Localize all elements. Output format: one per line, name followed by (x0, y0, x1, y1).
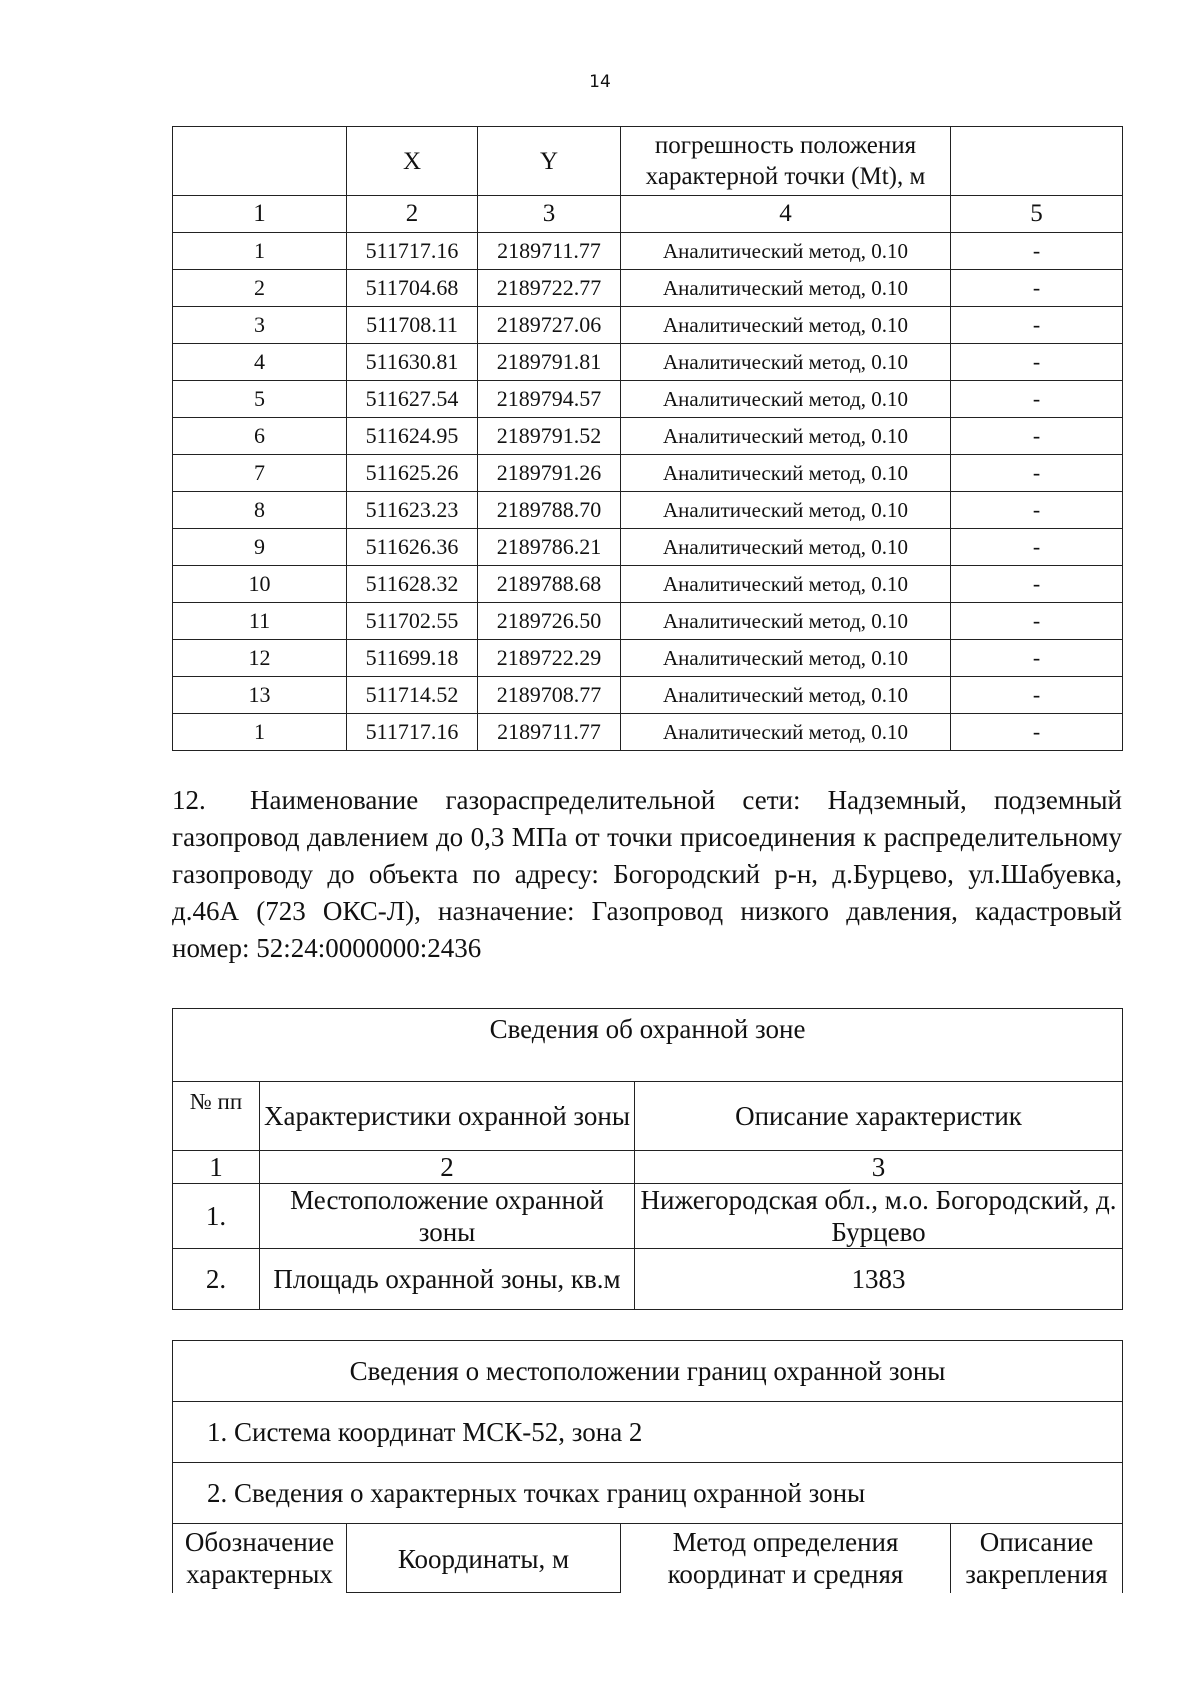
y-coordinate-cell: 2189708.77 (478, 677, 621, 714)
table-title-row (173, 1341, 1123, 1402)
x-coordinate-cell: 511714.52 (347, 677, 478, 714)
fixing-cell: - (951, 344, 1123, 381)
x-coordinate-cell: 511702.55 (347, 603, 478, 640)
y-coordinate-cell: 2189722.29 (478, 640, 621, 677)
header-cell-coordinates: Координаты, м (347, 1524, 621, 1593)
column-number: 4 (621, 196, 951, 233)
table-row (173, 381, 1123, 418)
header-cell-characteristics: Характеристики охранной зоны (260, 1082, 635, 1151)
point-number-cell: 1 (173, 233, 347, 270)
table-row (173, 1249, 1123, 1310)
fixing-cell: - (951, 307, 1123, 344)
table-row (173, 307, 1123, 344)
y-coordinate-cell: 2189786.21 (478, 529, 621, 566)
point-number-cell: 11 (173, 603, 347, 640)
coordinates-table (172, 126, 1123, 751)
header-cell (173, 127, 347, 196)
header-cell-description: Описание характеристик (635, 1082, 1123, 1151)
x-coordinate-cell: 511704.68 (347, 270, 478, 307)
point-number-cell: 5 (173, 381, 347, 418)
table-row (173, 418, 1123, 455)
header-cell-number: № пп (173, 1082, 260, 1151)
method-cell: Аналитический метод, 0.10 (621, 455, 951, 492)
y-coordinate-cell: 2189791.26 (478, 455, 621, 492)
point-number-cell: 8 (173, 492, 347, 529)
header-cell-designation: Обозначение характерных (173, 1524, 347, 1593)
y-coordinate-cell: 2189722.77 (478, 270, 621, 307)
point-number-cell: 4 (173, 344, 347, 381)
section-paragraph (172, 782, 1122, 967)
table-row (173, 270, 1123, 307)
method-cell: Аналитический метод, 0.10 (621, 492, 951, 529)
table-row (173, 640, 1123, 677)
page-number: 14 (589, 72, 611, 92)
column-number: 1 (173, 1151, 260, 1184)
method-cell: Аналитический метод, 0.10 (621, 418, 951, 455)
column-number: 3 (635, 1151, 1123, 1184)
x-coordinate-cell: 511623.23 (347, 492, 478, 529)
y-coordinate-cell: 2189711.77 (478, 714, 621, 751)
header-cell-x: X (347, 127, 478, 196)
coordinate-system: 1. Система координат МСК-52, зона 2 (173, 1402, 1123, 1463)
point-number-cell: 3 (173, 307, 347, 344)
table-cell: 1383 (635, 1249, 1123, 1310)
fixing-cell: - (951, 455, 1123, 492)
x-coordinate-cell: 511717.16 (347, 233, 478, 270)
fixing-cell: - (951, 492, 1123, 529)
fixing-cell: - (951, 529, 1123, 566)
method-cell: Аналитический метод, 0.10 (621, 603, 951, 640)
x-coordinate-cell: 511717.16 (347, 714, 478, 751)
column-number: 1 (173, 196, 347, 233)
point-number-cell: 9 (173, 529, 347, 566)
table-cell: 1. (173, 1184, 260, 1249)
method-cell: Аналитический метод, 0.10 (621, 381, 951, 418)
table-cell: 2. (173, 1249, 260, 1310)
fixing-cell: - (951, 233, 1123, 270)
method-cell: Аналитический метод, 0.10 (621, 270, 951, 307)
points-info-row (173, 1463, 1123, 1524)
point-number-cell: 1 (173, 714, 347, 751)
fixing-cell: - (951, 714, 1123, 751)
x-coordinate-cell: 511626.36 (347, 529, 478, 566)
method-cell: Аналитический метод, 0.10 (621, 344, 951, 381)
table-header-row (173, 127, 1123, 196)
column-number-row (173, 196, 1123, 233)
zone-boundaries-table (172, 1340, 1123, 1593)
y-coordinate-cell: 2189788.70 (478, 492, 621, 529)
method-cell: Аналитический метод, 0.10 (621, 529, 951, 566)
table-row (173, 1184, 1123, 1249)
coordinate-system-row (173, 1402, 1123, 1463)
point-number-cell: 10 (173, 566, 347, 603)
table-cell: Нижегородская обл., м.о. Богородский, д. Бурцево (635, 1184, 1123, 1249)
table-row (173, 566, 1123, 603)
x-coordinate-cell: 511624.95 (347, 418, 478, 455)
table-row (173, 529, 1123, 566)
x-coordinate-cell: 511699.18 (347, 640, 478, 677)
zone-table-title: Сведения об охранной зоне (173, 1009, 1123, 1082)
section-text: Наименование газораспределительной сети: Надземный, подземный газопровод давлением до 0,3 МПа от точки присоединения к распределительному газопроводу до объекта по адресу: Богородский р-н, д.Бурцево, ул.Шабуевка, д.46А (723 ОКС-Л), назначение: Газопровод низкого давления, кадастровый номер: 52:24:0000000:2436 (172, 785, 1122, 963)
fixing-cell: - (951, 640, 1123, 677)
x-coordinate-cell: 511630.81 (347, 344, 478, 381)
table-cell: Местоположение охранной зоны (260, 1184, 635, 1249)
point-number-cell: 12 (173, 640, 347, 677)
table-header-row (173, 1524, 1123, 1593)
column-number: 5 (951, 196, 1123, 233)
method-cell: Аналитический метод, 0.10 (621, 714, 951, 751)
method-cell: Аналитический метод, 0.10 (621, 640, 951, 677)
section-number: 12. (172, 785, 206, 815)
table-row (173, 455, 1123, 492)
fixing-cell: - (951, 677, 1123, 714)
column-number: 2 (260, 1151, 635, 1184)
point-number-cell: 6 (173, 418, 347, 455)
fixing-cell: - (951, 270, 1123, 307)
fixing-cell: - (951, 603, 1123, 640)
method-cell: Аналитический метод, 0.10 (621, 307, 951, 344)
x-coordinate-cell: 511627.54 (347, 381, 478, 418)
fixing-cell: - (951, 566, 1123, 603)
y-coordinate-cell: 2189711.77 (478, 233, 621, 270)
method-cell: Аналитический метод, 0.10 (621, 566, 951, 603)
y-coordinate-cell: 2189794.57 (478, 381, 621, 418)
x-coordinate-cell: 511628.32 (347, 566, 478, 603)
table-row (173, 492, 1123, 529)
header-cell-y: Y (478, 127, 621, 196)
table-row (173, 233, 1123, 270)
x-coordinate-cell: 511708.11 (347, 307, 478, 344)
header-cell-fixing: Описание закрепления (951, 1524, 1123, 1593)
y-coordinate-cell: 2189727.06 (478, 307, 621, 344)
table-header-row (173, 1082, 1123, 1151)
header-cell (951, 127, 1123, 196)
table-row (173, 714, 1123, 751)
bounds-table-title: Сведения о местоположении границ охранной зоны (173, 1341, 1123, 1402)
y-coordinate-cell: 2189788.68 (478, 566, 621, 603)
table-row (173, 344, 1123, 381)
fixing-cell: - (951, 381, 1123, 418)
x-coordinate-cell: 511625.26 (347, 455, 478, 492)
table-row (173, 677, 1123, 714)
column-number: 3 (478, 196, 621, 233)
header-cell-error: погрешность положения характерной точки (Mt), м (621, 127, 951, 196)
method-cell: Аналитический метод, 0.10 (621, 233, 951, 270)
point-number-cell: 13 (173, 677, 347, 714)
fixing-cell: - (951, 418, 1123, 455)
y-coordinate-cell: 2189726.50 (478, 603, 621, 640)
header-cell-method: Метод определения координат и средняя (621, 1524, 951, 1593)
column-number-row (173, 1151, 1123, 1184)
method-cell: Аналитический метод, 0.10 (621, 677, 951, 714)
protection-zone-table (172, 1008, 1123, 1310)
column-number: 2 (347, 196, 478, 233)
table-title-row (173, 1009, 1123, 1082)
point-number-cell: 7 (173, 455, 347, 492)
point-number-cell: 2 (173, 270, 347, 307)
y-coordinate-cell: 2189791.52 (478, 418, 621, 455)
table-row (173, 603, 1123, 640)
table-cell: Площадь охранной зоны, кв.м (260, 1249, 635, 1310)
points-info: 2. Сведения о характерных точках границ охранной зоны (173, 1463, 1123, 1524)
y-coordinate-cell: 2189791.81 (478, 344, 621, 381)
